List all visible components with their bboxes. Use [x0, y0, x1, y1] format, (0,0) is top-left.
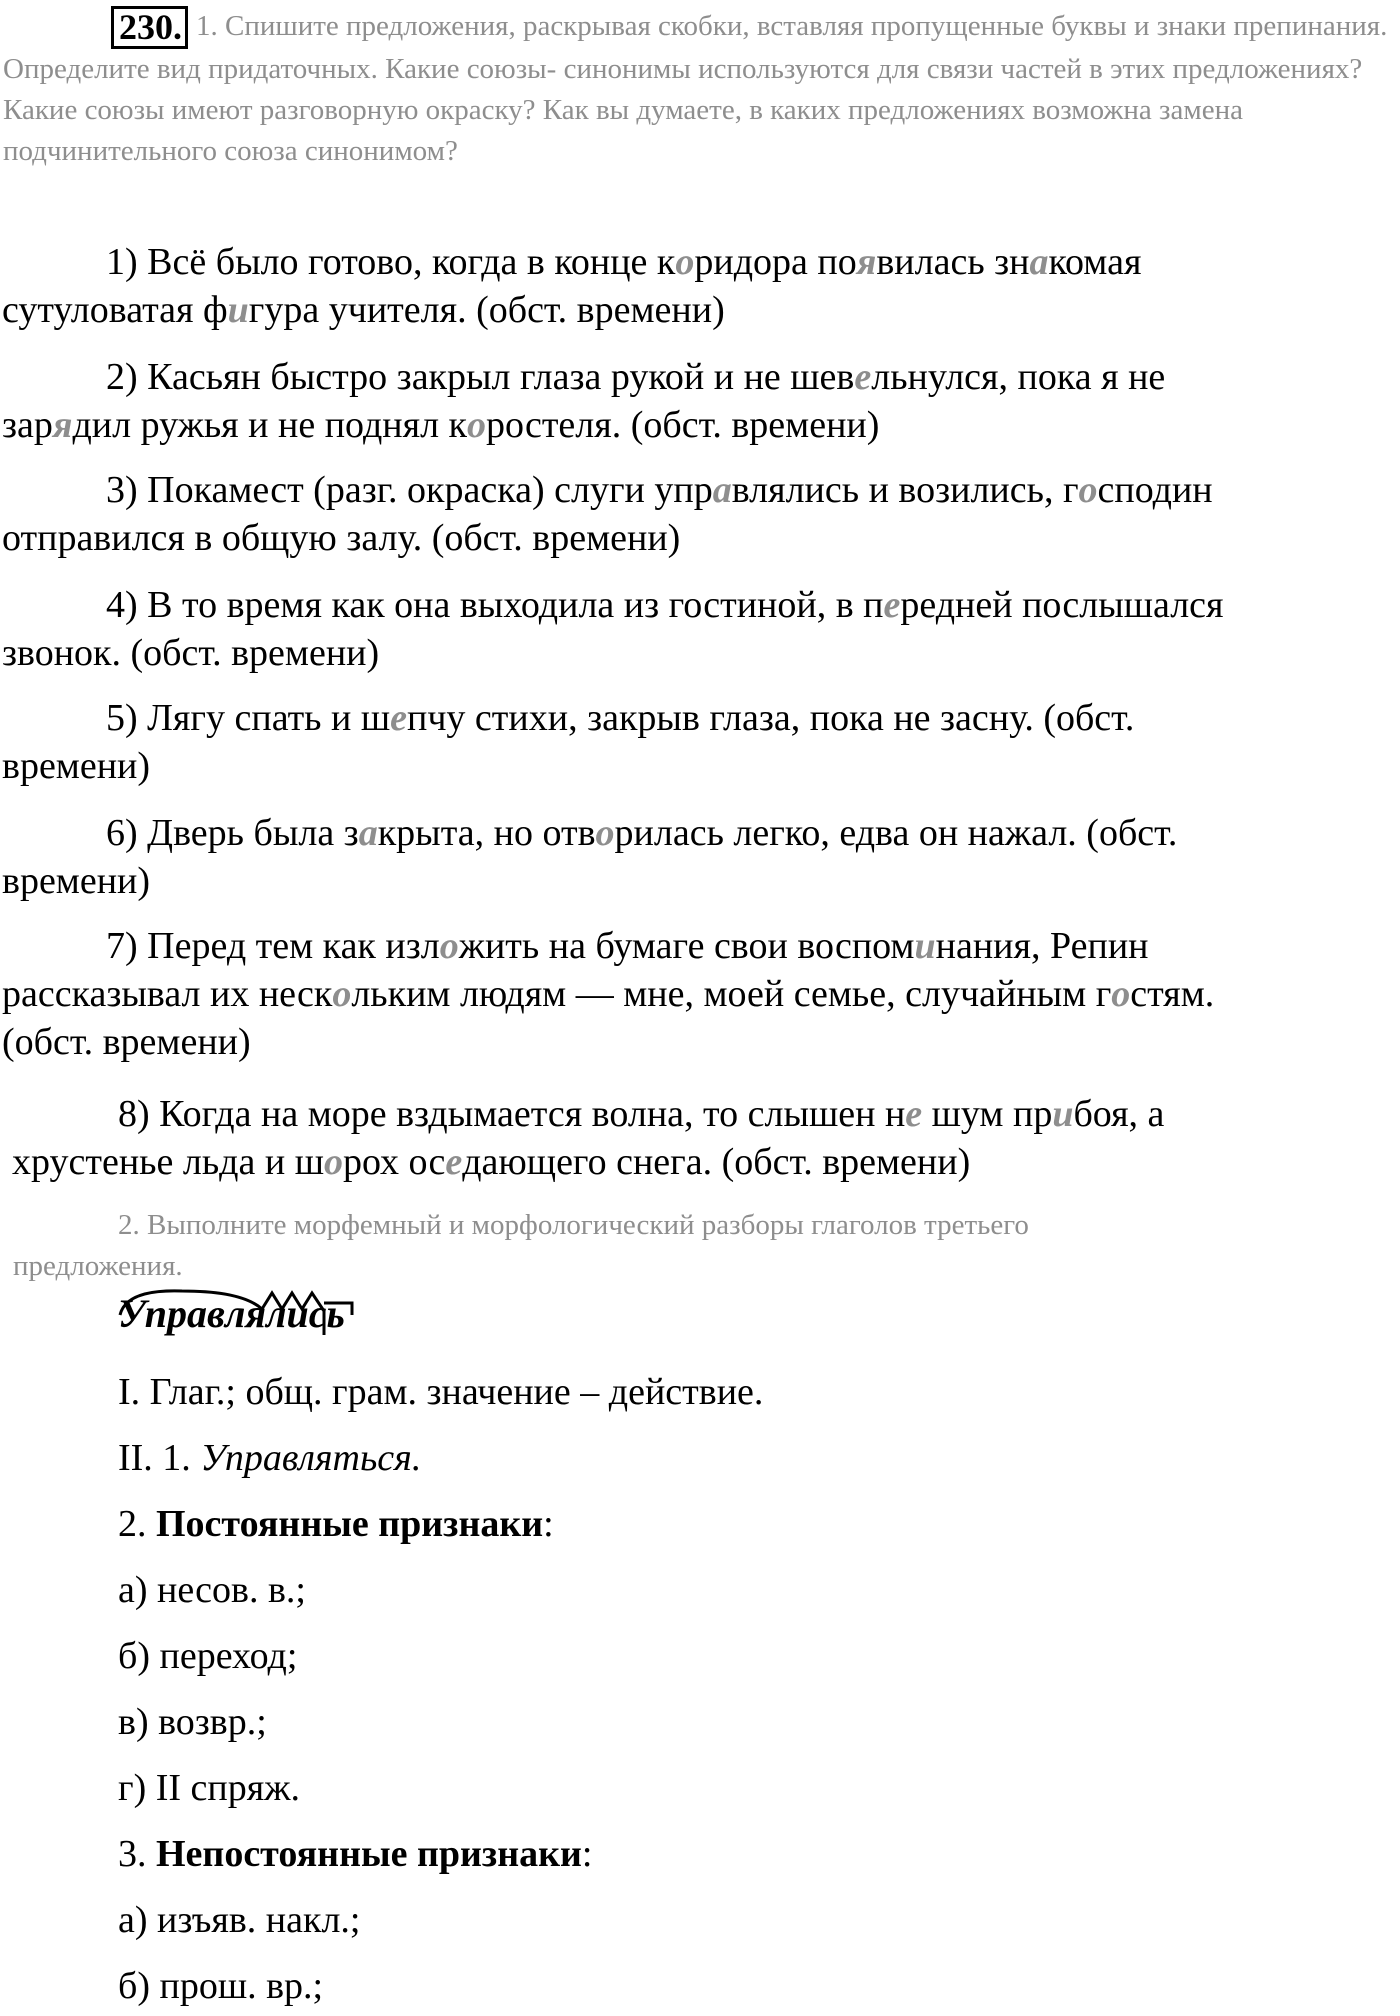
- analysis-line-10: б) прош. вр.;: [118, 1965, 324, 2007]
- inserted-letter: о: [332, 973, 352, 1015]
- inserted-letter: о: [1111, 973, 1131, 1015]
- inserted-letter: и: [914, 925, 936, 967]
- inserted-letter: о: [595, 812, 615, 854]
- analysis-line-5: б) переход;: [118, 1635, 298, 1677]
- inserted-letter: я: [52, 404, 73, 446]
- inserted-letter: а: [358, 812, 378, 854]
- sentence-8: 8) Когда на море вздымается волна, то слышен не шум прибоя, а хрустенье льда и шорох оседающего снега. (обст. времени): [12, 1093, 1165, 1183]
- analysis-line-7: г) II спряж.: [118, 1767, 300, 1809]
- inserted-letter: о: [439, 925, 459, 967]
- task-number: 230.: [111, 6, 188, 49]
- analysis-line-1: I. Глаг.; общ. грам. значение – действие.: [118, 1371, 764, 1413]
- sentence-2: 2) Касьян быстро закрыл глаза рукой и не шевельнулся, пока я не зарядил ружья и не поднял коростеля. (обст. времени): [2, 356, 1166, 446]
- inserted-letter: е: [905, 1093, 923, 1135]
- inserted-letter: е: [854, 356, 872, 398]
- task-2-instructions: 2. Выполните морфемный и морфологический разборы глаголов третьего предложения.: [13, 1209, 1029, 1282]
- inserted-letter: и: [227, 289, 249, 331]
- inserted-letter: о: [323, 1141, 343, 1183]
- inserted-letter: я: [856, 241, 877, 283]
- analysis-line-3: 2. Постоянные признаки:: [118, 1503, 554, 1545]
- task-text: 1. Спишите предложения, раскрывая скобки, вставляя пропущенные буквы и знаки препинания. Определите вид придаточных. Какие союзы- синонимы используются для связи частей в этих предложениях? Какие союзы имеют разговорную окраску? Как вы думаете, в каких предложениях возможна замена подчинительного союза синонимом?: [3, 10, 1388, 167]
- inserted-letter: а: [712, 469, 732, 511]
- analyzed-word: Управлялись: [118, 1291, 345, 1336]
- sentence-1: 1) Всё было готово, когда в конце коридора появилась знакомая сутуловатая фигура учителя. (обст. времени): [2, 241, 1142, 331]
- inserted-letter: о: [467, 404, 487, 446]
- sentence-6: 6) Дверь была закрыта, но отворилась легко, едва он нажал. (обст. времени): [2, 812, 1178, 902]
- inserted-letter: е: [445, 1141, 463, 1183]
- analysis-line-9: а) изъяв. накл.;: [118, 1899, 361, 1941]
- inserted-letter: о: [675, 241, 695, 283]
- analysis-line-4: а) несов. в.;: [118, 1569, 306, 1611]
- inserted-letter: е: [390, 697, 407, 739]
- analysis-line-2: II. 1. Управляться.: [118, 1437, 422, 1479]
- task-instructions: [3, 6, 1393, 172]
- analysis-line-8: 3. Непостоянные признаки:: [118, 1833, 593, 1875]
- inserted-letter: и: [1052, 1093, 1074, 1135]
- analysis-line-6: в) возвр.;: [118, 1701, 267, 1743]
- inserted-letter: о: [1078, 469, 1098, 511]
- inserted-letter: е: [883, 584, 901, 626]
- sentence-4: 4) В то время как она выходила из гостиной, в передней послышался звонок. (обст. времени): [2, 584, 1224, 674]
- sentence-5: 5) Лягу спать и шепчу стихи, закрыв глаза, пока не засну. (обст. времени): [2, 697, 1135, 787]
- inserted-letter: а: [1029, 241, 1049, 283]
- sentence-7: 7) Перед тем как изложить на бумаге свои воспоминания, Репин рассказывал их нескольким людям — мне, моей семье, случайным гостям. (обст. времени): [2, 925, 1215, 1063]
- sentence-3: 3) Покамест (разг. окраска) слуги управлялись и возились, господин отправился в общую залу. (обст. времени): [2, 469, 1213, 559]
